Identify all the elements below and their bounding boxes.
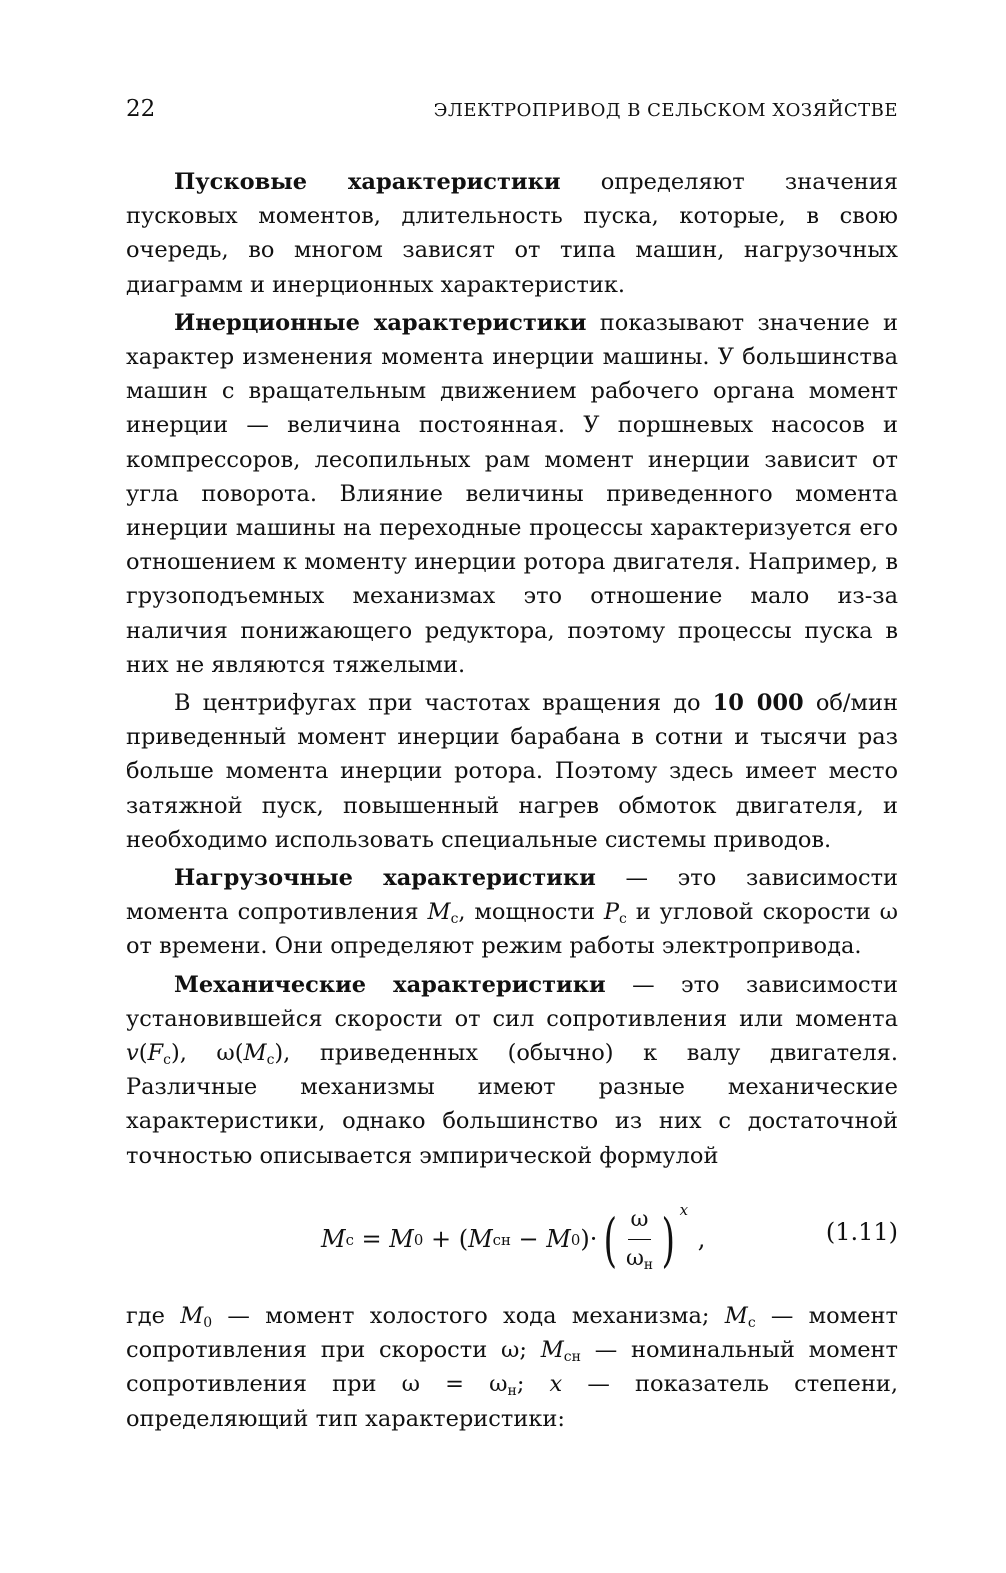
running-title: ЭЛЕКТРОПРИВОД В СЕЛЬСКОМ ХОЗЯЙСТВЕ: [433, 100, 898, 121]
paragraph-text: об/мин приведенный момент инерции барабана в сотни и тысячи раз больше момента инерции ротора. Поэтому здесь имеет место затяжной пуск, повышенный нагрев обмоток двигателя, и необходимо использовать специальные системы приводов.: [126, 690, 898, 853]
paragraph-inertia-characteristics: [126, 306, 898, 682]
subscript: с: [163, 1052, 171, 1069]
paragraph-text: — это зависимости установившейся скорости от сил сопротивления или момента: [126, 971, 898, 1032]
paragraph-centrifuges: [126, 686, 898, 857]
term-mechanical: Механические характеристики: [174, 971, 606, 998]
formula-symbol: M: [321, 1225, 346, 1254]
denominator: [623, 1240, 656, 1276]
formula-subscript: н: [643, 1257, 654, 1274]
symbol-x: x: [549, 1371, 563, 1398]
numerator: ω: [628, 1203, 652, 1240]
subscript: сн: [563, 1349, 581, 1366]
denominator-symbol: ω: [625, 1246, 644, 1272]
symbol-m: M: [243, 1040, 267, 1067]
symbol-v: v: [126, 1040, 139, 1067]
symbol-m: M: [724, 1302, 748, 1329]
paragraph-text: — показатель степени, определяющий тип характеристики:: [126, 1371, 899, 1432]
subscript: с: [747, 1315, 756, 1332]
right-paren: ): [661, 1205, 676, 1274]
formula-operator: −: [510, 1225, 547, 1254]
symbol-p: P: [603, 899, 620, 926]
paragraph-text: — это зависимости момента сопротивления: [126, 865, 899, 926]
symbol-f: F: [147, 1040, 164, 1067]
paragraph-text: — номинальный момент сопротивления при ω = ω: [126, 1337, 898, 1398]
speed-value: 10 000: [712, 690, 804, 717]
term-load: Нагрузочные характеристики: [174, 865, 596, 892]
body-text: [126, 165, 898, 1440]
term-starting: Пусковые характеристики: [174, 169, 561, 195]
left-paren: (: [603, 1205, 618, 1274]
formula-operator: )·: [580, 1225, 598, 1254]
subscript: с: [450, 911, 459, 928]
subscript: с: [266, 1052, 275, 1069]
symbol-m: M: [540, 1337, 564, 1364]
subscript: н: [507, 1383, 517, 1400]
formula-operator: ,: [690, 1225, 706, 1254]
paragraph-text: , ω(: [179, 1040, 244, 1067]
page-number: 22: [126, 96, 156, 122]
paragraph-text: — момент сопротивления при скорости ω;: [126, 1302, 898, 1364]
paragraph-text: — момент холостого хода механизма;: [212, 1302, 725, 1329]
page-header: [126, 96, 898, 122]
term-inertia: Инерционные характеристики: [174, 309, 587, 336]
paragraph-text: ;: [516, 1371, 550, 1398]
paragraph-load-characteristics: [126, 861, 898, 964]
paragraph-text: определяют значения пусковых моментов, длительность пуска, которые, в свою очередь, во многом зависят от типа машин, нагрузочных диаграмм и инерционных характеристик.: [126, 169, 898, 298]
equation-number: (1.11): [825, 1217, 898, 1246]
exponent: x: [679, 1200, 689, 1219]
formula: M с = M 0 + ( M сн − M 0 )· ( $\frac{\omega}{\omega_н}$ ) x ,: [321, 1203, 705, 1276]
formula-operator: + (: [423, 1225, 469, 1254]
subscript: 0: [203, 1315, 213, 1332]
formula-symbol: M: [546, 1225, 571, 1254]
paragraph-starting-characteristics: [126, 165, 898, 302]
paragraph-text: , мощности: [458, 899, 604, 926]
formula-symbol: M: [468, 1225, 493, 1254]
formula-operator: =: [353, 1225, 390, 1254]
paragraph-text: где: [126, 1302, 181, 1329]
symbol-m: M: [427, 899, 451, 926]
formula-symbol: M: [389, 1225, 414, 1254]
paragraph-where: [126, 1299, 898, 1436]
paragraph-text: В центрифугах при частотах вращения до: [174, 690, 713, 717]
fraction: [623, 1203, 656, 1276]
subscript: с: [619, 911, 627, 928]
paragraph-text: и угловой скорости ω от времени. Они определяют режим работы электропривода.: [126, 899, 899, 960]
symbol-m: M: [180, 1302, 204, 1329]
paragraph-text: ), приведенных (обычно) к валу двигателя. Различные механизмы имеют разные механические характеристики, однако большинство из них с достаточной точностью описывается эмпирической формулой: [126, 1040, 898, 1169]
paragraph-mechanical-characteristics: Механические характеристики — это зависимости установившейся скорости от сил сопротивления или момента $v(F_с)$, $\omega(M_с)$, приведенных (обычно) к валу двигателя. Различные механизмы имеют разные механические характеристики, однако большинство из них с достаточной точностью описывается эмпирической формулой: [126, 971, 898, 1169]
fraction-power: [599, 1200, 689, 1276]
paragraph-text: показывают значение и характер изменения момента инерции машины. У большинства машин с вращательным движением рабочего органа момент инерции — величина постоянная. У поршневых насосов и компрессоров, лесопильных рам момент инерции зависит от угла поворота. Влияние величины приведенного момента инерции машины на переходные процессы характеризуется его отношением к моменту инерции ротора двигателя. Например, в грузоподъемных механизмах это отношение мало из-за наличия понижающего редуктора, поэтому процессы пуска в них не являются тяжелыми.: [126, 309, 898, 678]
equation-1-11: [126, 1191, 898, 1283]
